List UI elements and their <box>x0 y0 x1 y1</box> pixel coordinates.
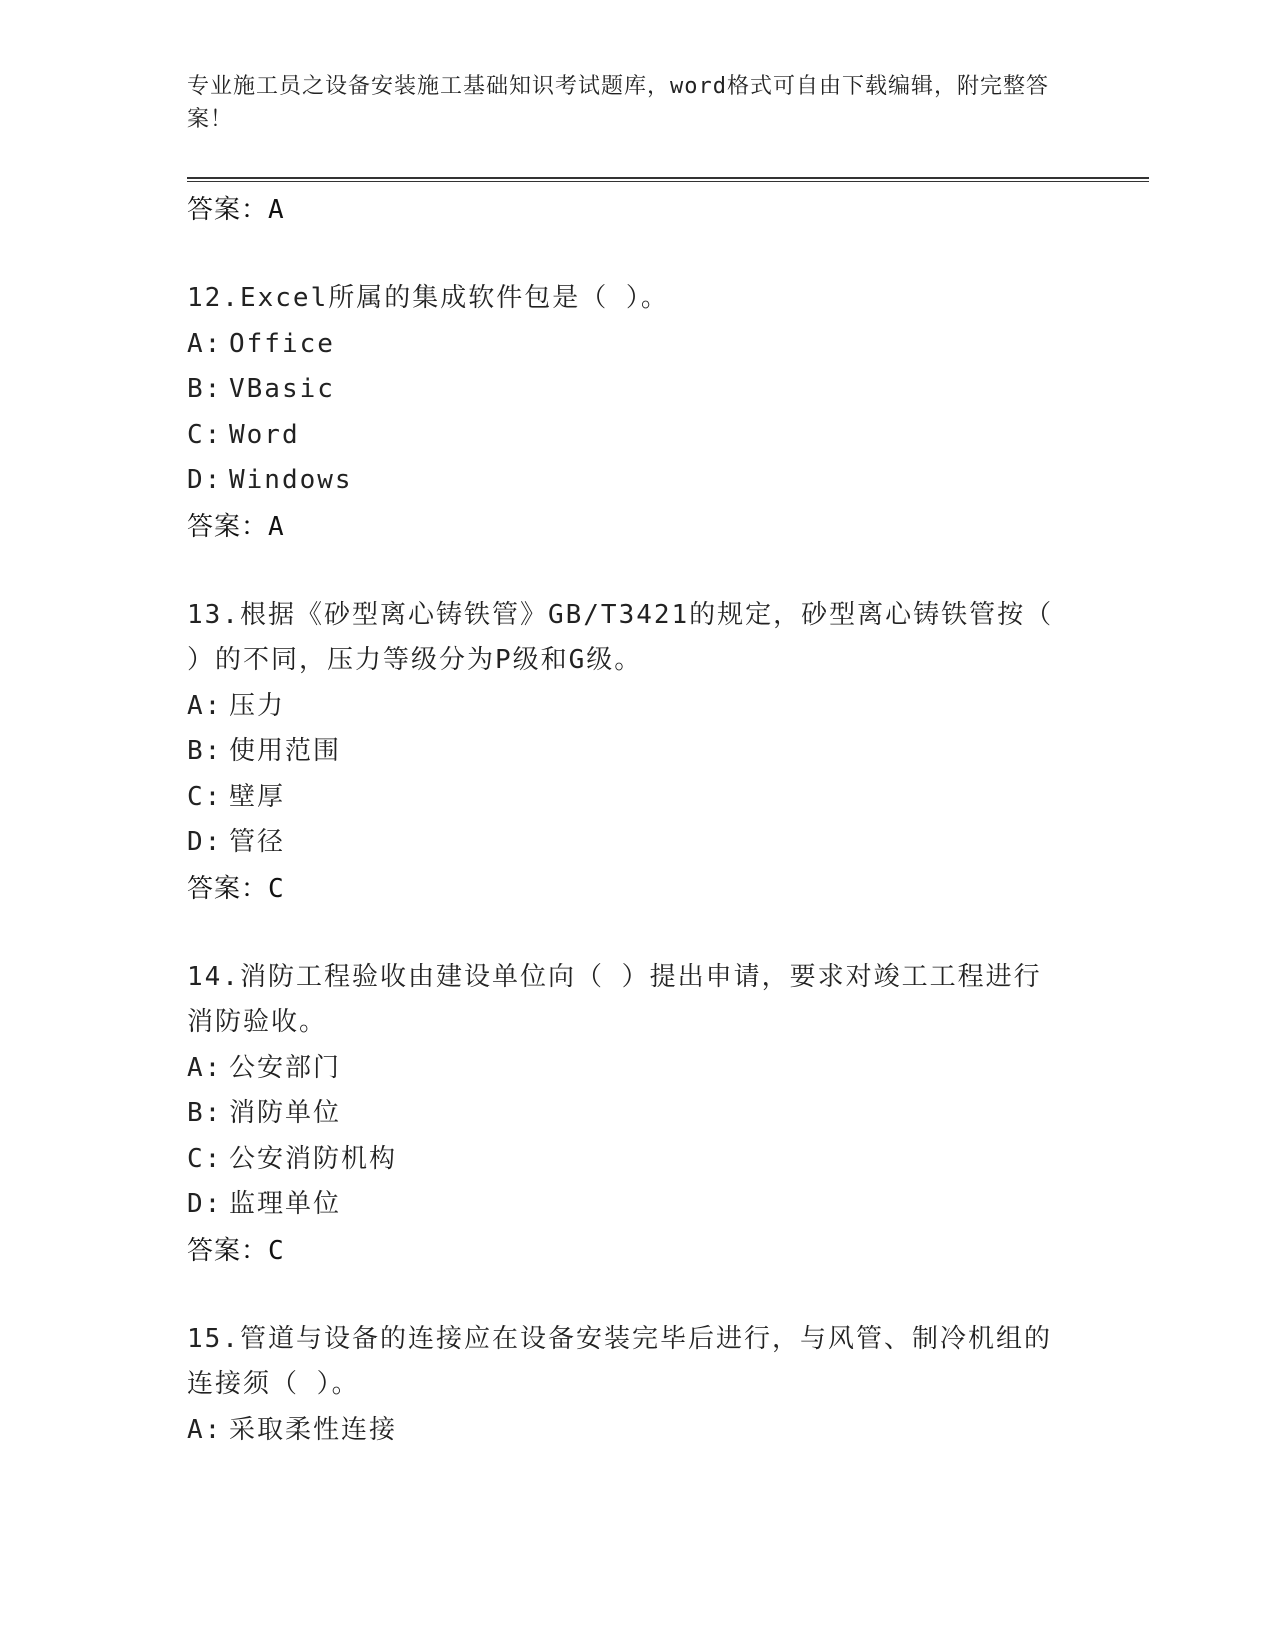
option-d <box>187 1182 1067 1228</box>
question-12 <box>187 276 1067 550</box>
question-15 <box>187 1317 1067 1454</box>
option-text: 监理单位 <box>229 1189 342 1219</box>
option-b <box>187 367 1067 413</box>
option-text: 使用范围 <box>229 736 342 766</box>
option-b <box>187 1091 1067 1137</box>
option-letter: C: <box>187 419 223 450</box>
option-c <box>187 1137 1067 1183</box>
option-text: Windows <box>229 465 353 495</box>
answer-value: A <box>268 511 285 542</box>
document-header: 专业施工员之设备安装施工基础知识考试题库，word格式可自由下载编辑，附完整答案！ <box>187 74 1049 132</box>
option-letter: A: <box>187 328 223 359</box>
question-answer <box>187 866 1067 912</box>
option-a <box>187 322 1067 368</box>
answer-label: 答案： <box>187 195 269 225</box>
option-b <box>187 729 1067 775</box>
question-list <box>187 187 1067 1453</box>
question-stem: 12.Excel所属的集成软件包是（ ）。 <box>187 283 669 313</box>
option-letter: D: <box>187 827 223 857</box>
option-a <box>187 1046 1067 1092</box>
option-text: 采取柔性连接 <box>229 1414 398 1445</box>
answer-label: 答案： <box>187 873 269 904</box>
answer-label: 答案： <box>187 511 269 542</box>
option-d <box>187 458 1067 504</box>
option-text: 壁厚 <box>229 781 286 812</box>
option-text: VBasic <box>229 374 335 404</box>
question-13 <box>187 593 1067 912</box>
header-divider <box>187 177 1149 182</box>
option-letter: C: <box>187 1143 223 1174</box>
option-a <box>187 684 1067 730</box>
option-c <box>187 775 1067 821</box>
option-text: Office <box>229 328 335 359</box>
option-text: 公安消防机构 <box>229 1143 398 1174</box>
option-letter: C: <box>187 781 223 812</box>
option-letter: B: <box>187 1098 223 1128</box>
option-letter: B: <box>187 736 223 766</box>
question-14 <box>187 955 1067 1274</box>
option-c <box>187 413 1067 459</box>
option-letter: A: <box>187 1052 223 1083</box>
answer-value: A <box>268 195 285 225</box>
question-stem: 14.消防工程验收由建设单位向（ ）提出申请，要求对竣工工程进行消防验收。 <box>187 961 1042 1037</box>
question-answer <box>187 504 1067 550</box>
question-stem: 15.管道与设备的连接应在设备安装完毕后进行，与风管、制冷机组的连接须（ ）。 <box>187 1323 1052 1399</box>
answer-value: C <box>268 873 285 904</box>
option-letter: B: <box>187 374 223 404</box>
option-text: 公安部门 <box>229 1052 342 1083</box>
option-letter: A: <box>187 1414 223 1445</box>
option-text: 管径 <box>229 827 286 857</box>
option-letter: D: <box>187 465 223 495</box>
option-letter: D: <box>187 1189 223 1219</box>
answer-label: 答案： <box>187 1235 269 1266</box>
option-d <box>187 820 1067 866</box>
option-text: 压力 <box>229 690 286 721</box>
previous-answer <box>187 187 1067 233</box>
option-text: 消防单位 <box>229 1098 342 1128</box>
answer-value: C <box>268 1235 285 1266</box>
option-letter: A: <box>187 690 223 721</box>
question-stem: 13.根据《砂型离心铸铁管》GB/T3421的规定，砂型离心铸铁管按（ ）的不同，压力等级分为P级和G级。 <box>187 599 1054 675</box>
question-answer <box>187 1228 1067 1274</box>
option-a <box>187 1408 1067 1454</box>
option-text: Word <box>229 419 300 450</box>
